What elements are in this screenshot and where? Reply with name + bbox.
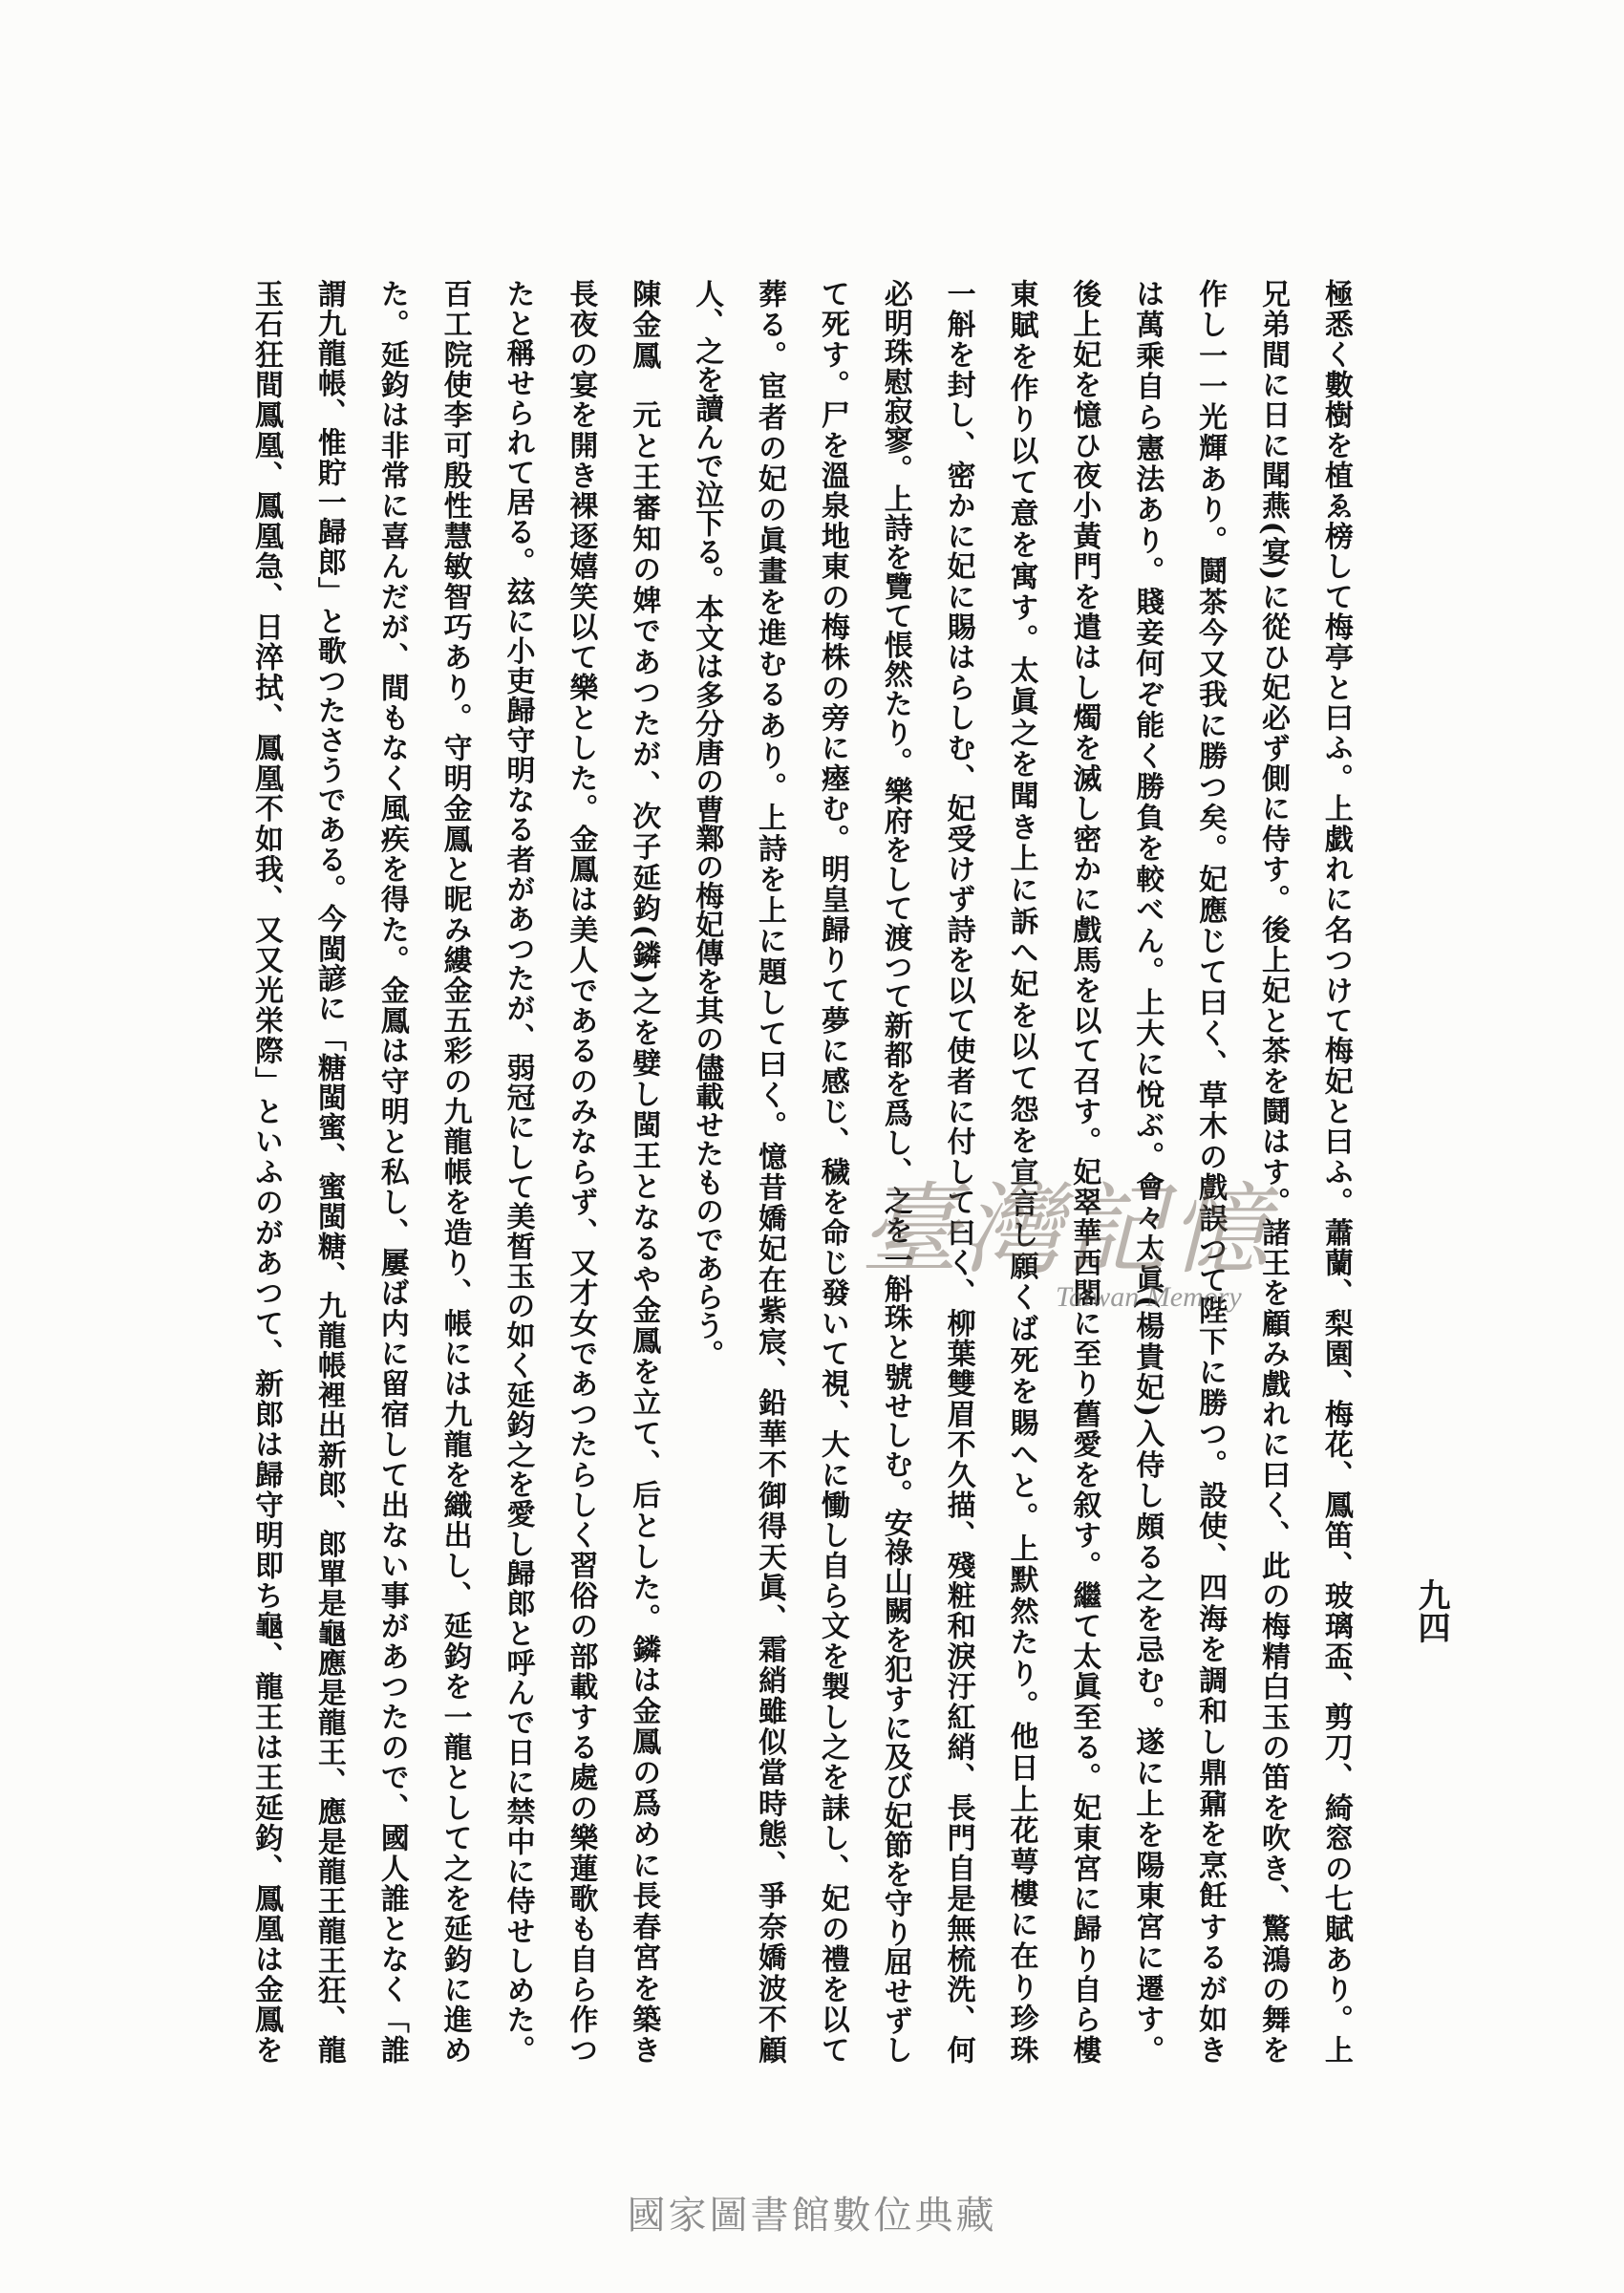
text-column-8: 必明珠慰寂寥。上詩を覽て悵然たり。樂府をして渡つて新都を爲し、之を一斛珠と號せしむ。安祿山闕を犯すに及び妃節を守り屈せずし (878, 279, 912, 2064)
page-number: 九四 (1412, 1578, 1450, 1643)
section-first-line: 元と王審知の婢であつたが、次子延鈞(鏻)之を嬖し閩王となるや金鳳を立て、后とした。鏻は金鳳の爲めに長春宮を築き (627, 399, 661, 2065)
text-column-4: は萬乘自ら憲法あり。賤妾何ぞ能く勝負を較べん。上大に悅ぶ。會々太眞(楊貴妃)入侍し頗る之を忌む。遂に上を陽東宮に遷す。 (1130, 279, 1165, 2064)
text-column-9: て死す。尸を溫泉地東の梅株の旁に瘞む。明皇歸りて夢に感じ、穢を命じ發いて視、大に慟し自ら文を製し之を誄し、妃の禮を以て (815, 279, 849, 2065)
text-column-13: 長夜の宴を開き裸逐嬉笑以て樂とした。金鳳は美人であるのみならず、又才女であつたらしく習俗の部載する處の樂蓮歌も自ら作つ (564, 279, 598, 2064)
text-column-12 (624, 279, 662, 2064)
text-column-5: 後上妃を憶ひ夜小黃門を遣はし燭を滅し密かに戲馬を以て召す。妃翠華西閣に至り舊愛を叙す。繼て太眞至る。妃東宮に歸り自ら樓 (1067, 279, 1101, 2065)
text-column-6: 東賦を作り以て意を寓す。太眞之を聞き上に訴へ妃を以て怨を宣言し願くば死を賜へと。上默然たり。他日上花萼樓に在り珍珠 (1004, 279, 1038, 2064)
text-column-18: 玉石狂間鳳凰、鳳凰急、日淬拭、鳳凰不如我、又又光栄際」といふのがあつて、新郎は歸守明即ち龜、龍王は王延鈞、鳳凰は金鳳を (249, 279, 283, 2065)
text-column-3: 作し一一光輝あり。鬪茶今又我に勝つ矣。妃應じて曰く、草木の戲誤つて陛下に勝つ。設使、四海を調和し鼎鼐を烹飪するが如き (1193, 279, 1228, 2064)
body-text (246, 279, 1355, 2064)
watermark-title: 臺灣記憶 (860, 1171, 1273, 1288)
text-column-2: 兄弟間に日に聞燕(宴)に從ひ妃必ず側に侍す。後上妃と茶を鬪はす。諸王を顧み戲れに曰く、此の梅精白玉の笛を吹き、驚鴻の舞を (1256, 279, 1290, 2064)
archive-footer: 國家圖書館數位典藏 (627, 2194, 997, 2238)
text-column-10: 葬る。宦者の妃の眞畫を進むるあり。上詩を上に題して曰く。憶昔嬌妃在紫宸、鉛華不御得天眞、霜綃雖似當時態、爭奈嬌波不顧 (753, 279, 786, 2064)
watermark-subtitle: Taiwan Memory (1056, 1281, 1242, 1313)
section-heading: 陳金鳳 (627, 279, 661, 372)
text-column-14: たと稱せられて居る。玆に小吏歸守明なる者があつたが、弱冠にして美皙玉の如く延鈞之を愛し歸郎と呼んで日に禁中に侍せしめた。 (501, 279, 535, 2065)
text-column-16: た。延鈞は非常に喜んだが、間もなく風疾を得た。金鳳は守明と私し、屢ば内に留宿して出ない事があつたので、國人誰となく「誰 (374, 279, 409, 2064)
text-column-11: 人、之を讀んで泣下る。本文は多分唐の曹鄴の梅妃傳を其の儘載せたものであらう。 (690, 279, 724, 1368)
text-column-17: 謂九龍帳、惟貯一歸郎」と歌つたさうである。今閩諺に「糖閩蜜、蜜閩糖、九龍帳裡出新郎、郎單是龜應是龍王、應是龍王龍王狂、龍 (311, 279, 346, 2064)
text-column-1: 極悉く數樹を植ゑ榜して梅亭と曰ふ。上戯れに名つけて梅妃と曰ふ。蕭蘭、梨園、梅花、鳳笛、玻璃盃、剪刀、綺窓の七賦あり。上 (1318, 279, 1353, 2064)
text-column-7: 一斛を封し、密かに妃に賜はらしむ、妃受けず詩を以て使者に付して曰く、柳葉雙眉不久描、殘粧和淚汙紅綃、長門自是無梳洗、何 (941, 279, 975, 2064)
text-column-15: 百工院使李可殷性慧敏智巧あり。守明金鳳と昵み縷金五彩の九龍帳を造り、帳には九龍を織出し、延鈞を一龍として之を延鈞に進め (438, 279, 472, 2064)
